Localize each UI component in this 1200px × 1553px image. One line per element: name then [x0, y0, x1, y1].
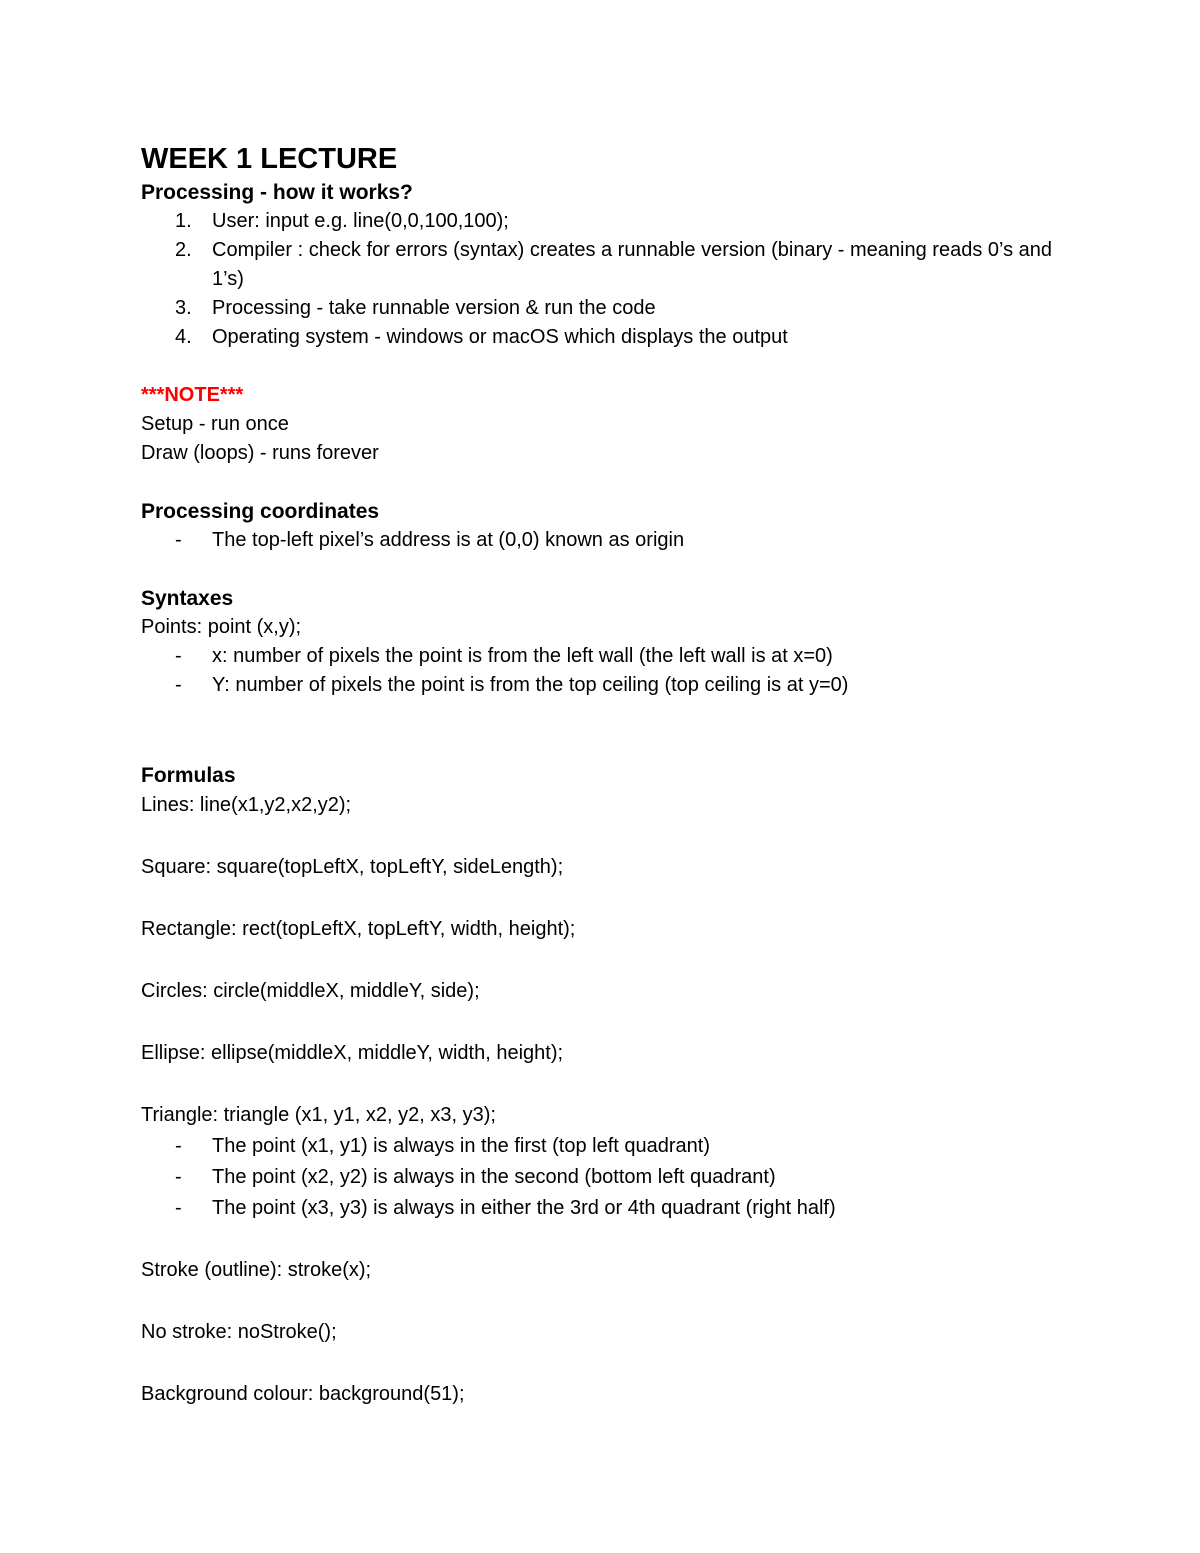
formula-nostroke: No stroke: noStroke(); — [141, 1321, 337, 1343]
bullet-dash: - — [175, 1166, 182, 1188]
bullet-dash: - — [175, 645, 182, 667]
document-body — [141, 140, 1061, 1410]
spacer — [141, 945, 1061, 976]
formula-rectangle: Rectangle: rect(topLeftX, topLeftY, width, height); — [141, 918, 576, 940]
spacer — [141, 352, 1061, 381]
formula-circles: Circles: circle(middleX, middleY, side); — [141, 980, 480, 1002]
spacer — [141, 883, 1061, 914]
list-item — [141, 642, 1061, 671]
list-number: 2. — [175, 239, 192, 261]
bullet-dash: - — [175, 529, 182, 551]
formula-triangle: Triangle: triangle (x1, y1, x2, y2, x3, y3); — [141, 1104, 496, 1126]
bullet-dash: - — [175, 674, 182, 696]
spacer — [141, 1286, 1061, 1317]
list-item — [141, 671, 1061, 700]
section-heading-formulas: Formulas — [141, 764, 236, 787]
list-item — [141, 1162, 1061, 1193]
spacer — [141, 555, 1061, 584]
list-number: 3. — [175, 297, 192, 319]
list-item-text: User: input e.g. line(0,0,100,100); — [212, 210, 509, 232]
list-item — [141, 1131, 1061, 1162]
formula-background: Background colour: background(51); — [141, 1383, 465, 1405]
section-heading-coordinates: Processing coordinates — [141, 500, 380, 523]
list-item-text: The point (x2, y2) is always in the second (bottom left quadrant) — [212, 1166, 776, 1188]
list-item — [141, 207, 1061, 236]
bullet-dash: - — [175, 1135, 182, 1157]
list-item-text: The point (x1, y1) is always in the first (top left quadrant) — [212, 1135, 710, 1157]
section-heading-how-it-works: Processing - how it works? — [141, 181, 413, 204]
spacer — [141, 1069, 1061, 1100]
spacer — [141, 700, 1061, 761]
list-item-text: Compiler : check for errors (syntax) creates a runnable version (binary - meaning reads 0’s and 1’s) — [212, 239, 1052, 290]
formula-ellipse: Ellipse: ellipse(middleX, middleY, width, height); — [141, 1042, 564, 1064]
list-item-text: Processing - take runnable version & run the code — [212, 297, 656, 319]
spacer — [141, 821, 1061, 852]
list-item — [141, 294, 1061, 323]
spacer — [141, 1224, 1061, 1255]
list-item-text: The point (x3, y3) is always in either the 3rd or 4th quadrant (right half) — [212, 1197, 836, 1219]
list-item — [141, 526, 1061, 555]
formula-square: Square: square(topLeftX, topLeftY, sideLength); — [141, 856, 564, 878]
document-title: WEEK 1 LECTURE — [141, 143, 398, 175]
spacer — [141, 468, 1061, 497]
list-item-text: The top-left pixel’s address is at (0,0) known as origin — [212, 529, 685, 551]
points-intro: Points: point (x,y); — [141, 616, 302, 638]
bullet-list — [141, 1131, 1061, 1224]
list-item-text: Operating system - windows or macOS which displays the output — [212, 326, 788, 348]
note-line-draw: Draw (loops) - runs forever — [141, 442, 379, 464]
bullet-list — [141, 642, 1061, 700]
list-number: 4. — [175, 326, 192, 348]
list-item-text: Y: number of pixels the point is from the top ceiling (top ceiling is at y=0) — [212, 674, 849, 696]
list-item — [141, 236, 1061, 294]
list-item-text: x: number of pixels the point is from the left wall (the left wall is at x=0) — [212, 645, 833, 667]
formula-stroke: Stroke (outline): stroke(x); — [141, 1259, 372, 1281]
spacer — [141, 1007, 1061, 1038]
bullet-list — [141, 526, 1061, 555]
note-label: ***NOTE*** — [141, 384, 244, 406]
list-number: 1. — [175, 210, 192, 232]
spacer — [141, 1348, 1061, 1379]
note-line-setup: Setup - run once — [141, 413, 289, 435]
section-heading-syntaxes: Syntaxes — [141, 587, 234, 610]
numbered-list — [141, 207, 1061, 352]
list-item — [141, 1193, 1061, 1224]
formula-lines: Lines: line(x1,y2,x2,y2); — [141, 794, 352, 816]
list-item — [141, 323, 1061, 352]
bullet-dash: - — [175, 1197, 182, 1219]
